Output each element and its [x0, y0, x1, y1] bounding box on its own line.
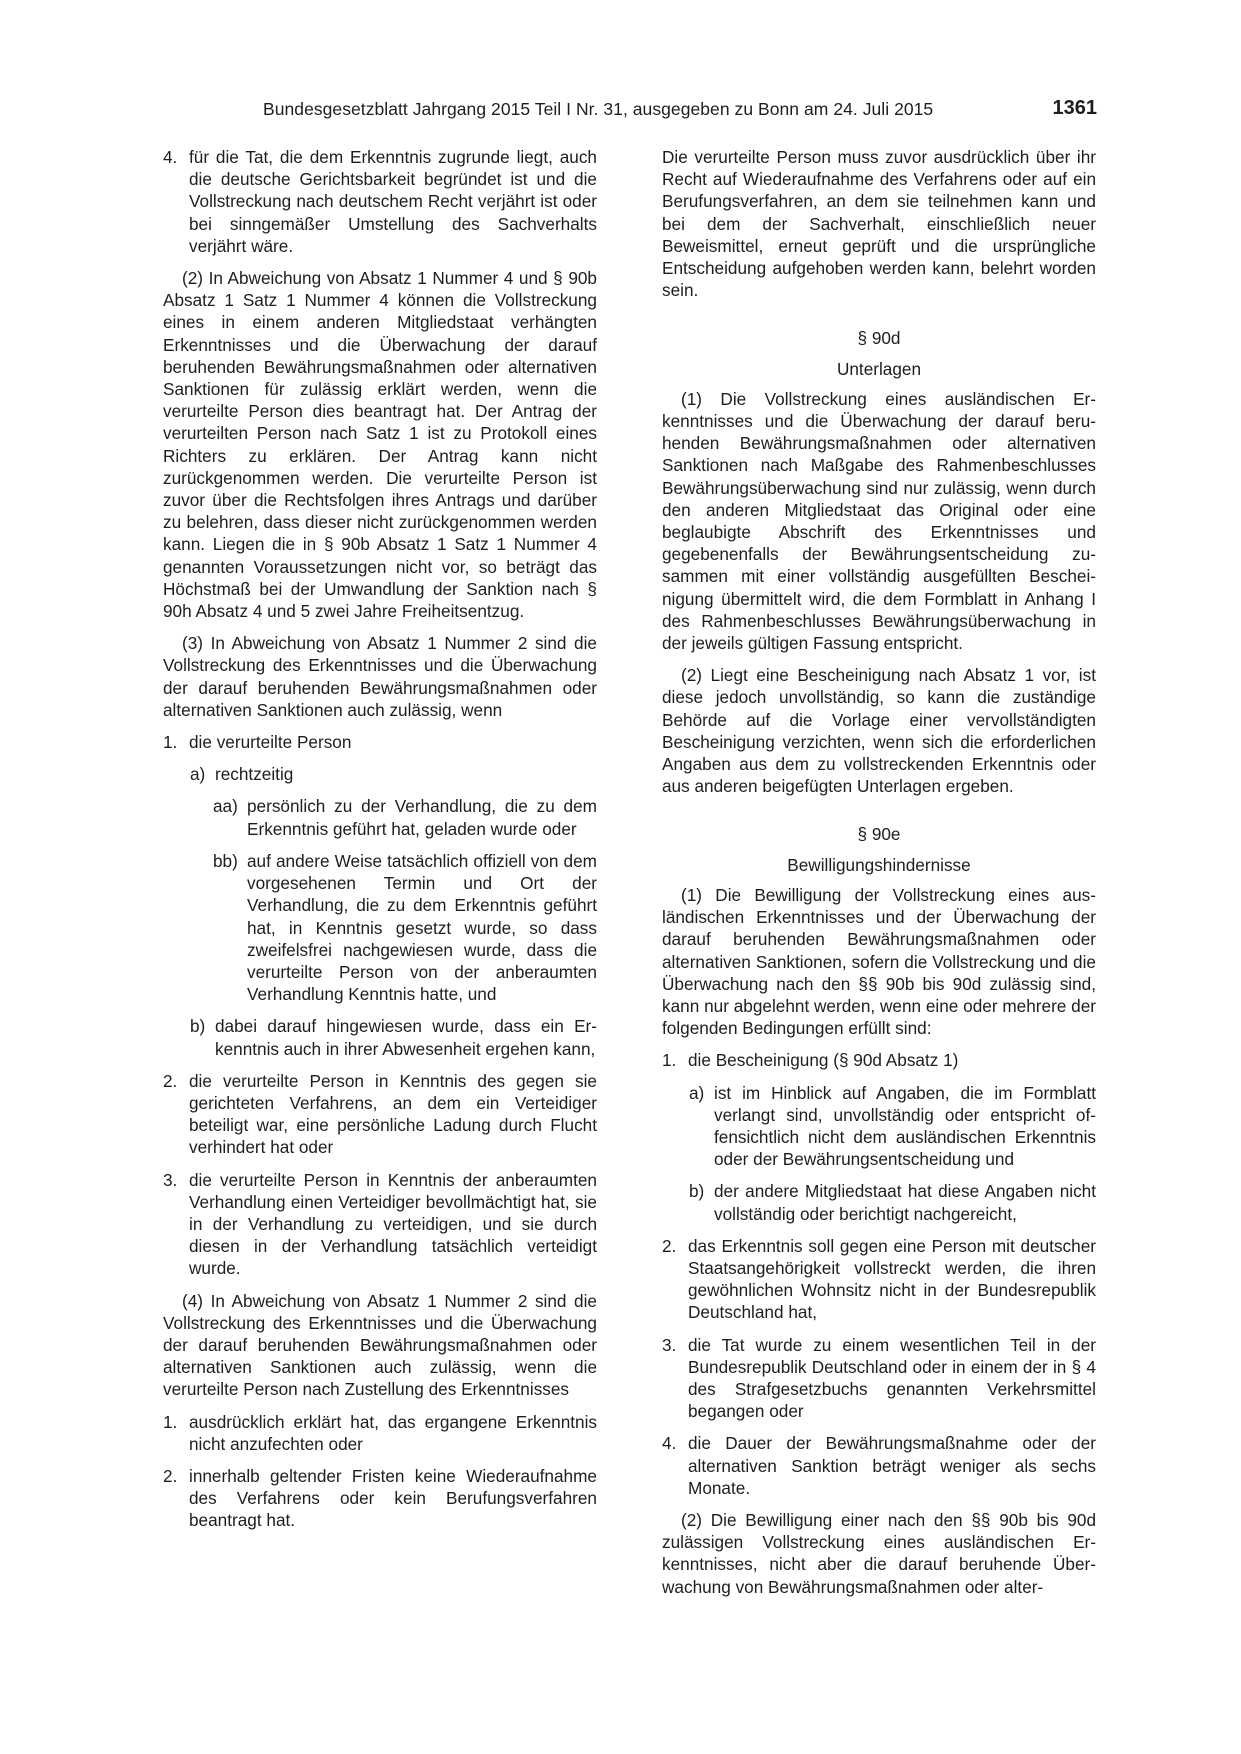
list-marker: b): [689, 1181, 705, 1202]
list-marker: a): [190, 764, 206, 785]
list-text: der andere Mitgliedstaat hat diese Angaben nicht vollständig oder berichtigt nachgereicht,: [714, 1181, 1096, 1224]
list-marker: 2.: [662, 1235, 677, 1256]
list-text: rechtzeitig: [215, 764, 294, 785]
list-item: [662, 1432, 1096, 1499]
continuation-paragraph: Die verurteilte Person muss zuvor ausdrücklich über ihr Recht auf Wiederaufnahme des Verfahrens oder auf ein Berufungsverfahren, an dem sie teilnehmen kann und bei dem der Sachverhalt, einschließlich neuer Beweismittel, erneut geprüft und die ursprüngliche Entscheidung aufgehoben werden kann, belehrt worden sein.: [662, 147, 1096, 301]
left-column: [163, 146, 597, 1542]
list-text: die verurteilte Person in Kenntnis des gegen sie gerichteten Verfahrens, an dem ein Verteidiger beteiligt war, eine persönliche Ladung durch Flucht verhindert hat oder: [189, 1070, 597, 1158]
section-90d-paragraph-1: (1) Die Vollstreckung eines ausländischen Erkenntnisses und die Überwachung der darauf beruhenden Bewährungsmaßnahmen oder alternativen Sanktionen nach Maßgabe des Rahmenbeschlusses Bewährungsüberwachung sind nur zulässig, wenn durch den anderen Mitgliedstaat das Original oder eine beglaubigte Abschrift des Erkenntnisses und gegebenenfalls der Bewährungsentscheidung zusammen mit einer vollständig ausgefüllten Bescheinigung übermittelt wird, die dem Formblatt in Anhang I des Rahmenbeschlusses Bewährungsüberwachung in der jeweils gültigen Fassung entspricht.: [662, 388, 1096, 654]
list-item: [190, 763, 597, 785]
list-marker: 3.: [662, 1334, 677, 1355]
list-marker: aa): [213, 796, 238, 817]
list-marker: 2.: [163, 1465, 178, 1486]
list-item: [689, 1082, 1096, 1171]
list-item: [163, 1070, 597, 1159]
list-marker: 4.: [163, 147, 178, 167]
page-number: 1361: [1052, 97, 1097, 119]
list-marker: 1.: [163, 1411, 178, 1432]
list-text: die Dauer der Bewährungsmaßnahme oder der alternativen Sanktion beträgt weniger als sechs Monate.: [688, 1433, 1096, 1498]
section-90d-paragraph-2: (2) Liegt eine Bescheinigung nach Absatz 1 vor, ist diese jedoch unvollständig, so kann die zuständige Behörde auf die Vorlage einer vervollständigten Bescheinigung verzichten, wenn sich die erforderlichen Angaben aus dem zu vollstreckenden Erkenntnis oder aus anderen beigefügten Unterlagen ergeben.: [662, 665, 1096, 797]
list-marker: 2.: [163, 1070, 178, 1091]
list-item: [213, 795, 597, 839]
page-header: [263, 99, 1097, 127]
section-90e-paragraph-1: (1) Die Bewilligung der Vollstreckung eines ausländischen Erkenntnisses und der Überwachung der darauf beruhenden Bewährungsmaßnahmen oder alternativen Sanktionen, sofern die Vollstreckung und die Überwachung nach den §§ 90b bis 90d zulässig sind, kann nur abgelehnt werden, wenn eine oder mehrere der folgenden Bedingungen erfüllt sind:: [662, 884, 1096, 1039]
list-text: persönlich zu der Verhandlung, die zu dem Erkenntnis geführt hat, geladen wurde oder: [247, 796, 597, 839]
list-text: die verurteilte Person: [189, 732, 352, 753]
list-item: [662, 1235, 1096, 1324]
list-item: [163, 1465, 597, 1532]
section-90e-heading: § 90e: [857, 824, 901, 845]
paragraph-4: (4) In Abweichung von Absatz 1 Nummer 2 sind die Vollstreckung des Erkenntnisses und die Überwachung der darauf beruhenden Bewährungsmaßnahmen oder alternativen Sanktionen auch zulässig, wenn die verurteilte Person nach Zustellung des Erkenntnisses: [163, 1290, 597, 1400]
list-marker: 1.: [662, 1050, 677, 1071]
list-text: ausdrücklich erklärt hat, das ergangene Erkenntnis nicht anzufechten oder: [189, 1411, 597, 1454]
list-item: [190, 1015, 597, 1059]
list-marker: bb): [213, 850, 238, 871]
section-90e-paragraph-2: (2) Die Bewilligung einer nach den §§ 90b bis 90d zulässigen Vollstreckung eines ausländischen Erkenntnisses, nicht aber die darauf beruhende Überwachung von Bewährungsmaßnahmen oder alter-: [662, 1509, 1096, 1597]
list-text: die Bescheinigung (§ 90d Absatz 1): [688, 1050, 959, 1071]
list-item: [662, 1334, 1096, 1423]
list-text: ist im Hinblick auf Angaben, die im Formblatt verlangt sind, unvollständig oder entspricht offensichtlich nicht dem ausländischen Erkenntnis oder der Bewährungsentscheidung und: [714, 1082, 1096, 1170]
list-marker: 4.: [662, 1433, 677, 1454]
paragraph-3: (3) In Abweichung von Absatz 1 Nummer 2 sind die Vollstreckung des Erkenntnisses und die Überwachung der darauf beruhenden Bewährungsmaßnahmen oder alternativen Sanktionen auch zulässig, wenn: [163, 633, 597, 720]
section-90e-title: Bewilligungshindernisse: [787, 854, 971, 875]
list-item: [163, 731, 597, 753]
list-item: [163, 1411, 597, 1455]
list-item: [689, 1180, 1096, 1224]
right-column: [662, 146, 1096, 1608]
list-text: für die Tat, die dem Erkenntnis zugrunde liegt, auch die deutsche Gerichtsbarkeit begründet ist und die Vollstreckung nach deutschem Recht verjährt ist oder bei sinngemäßer Umstellung des Sachverhalts verjährt wäre.: [189, 147, 597, 256]
paragraph-2: (2) In Abweichung von Absatz 1 Nummer 4 und § 90b Absatz 1 Satz 1 Nummer 4 können die Vollstreckung eines in einem anderen Mitgliedstaat verhängten Erkenntnisses und die Überwachung der darauf beruhenden Bewährungsmaßnahmen oder alternativen Sanktionen für zulässig erklärt werden, wenn die verurteilte Person dies beantragt hat. Der Antrag der verurteilten Person nach Satz 1 ist zu Protokoll eines Richters zu erklären. Der Antrag kann nicht zurückgenommen werden. Die verurteilte Person ist zuvor über die Rechtsfolgen ihres Antrags und darüber zu belehren, dass dieser nicht zurückgenommen werden kann. Liegen die in § 90b Absatz 1 Satz 1 Nummer 4 genannten Voraussetzungen nicht vor, so beträgt das Höchstmaß bei der Umwandlung der Sanktion nach § 90h Absatz 4 und 5 zwei Jahre Freiheitsentzug.: [163, 268, 597, 622]
list-marker: 1.: [163, 732, 178, 753]
list-text: das Erkenntnis soll gegen eine Person mit deutscher Staatsangehörigkeit vollstreckt werden, die ihren gewöhnlichen Wohnsitz nicht in der Bundesrepublik Deutschland hat,: [688, 1235, 1096, 1323]
list-item: [163, 146, 597, 257]
list-item: [662, 1049, 1096, 1071]
list-marker: b): [190, 1016, 206, 1037]
header-title: Bundesgesetzblatt Jahrgang 2015 Teil I Nr. 31, ausgegeben zu Bonn am 24. Juli 2015: [263, 99, 934, 119]
list-text: auf andere Weise tatsächlich offiziell von dem vorgesehenen Termin und Ort der Verhandlung, die zu dem Erkenntnis geführt hat, in Kenntnis gesetzt wurde, so dass zweifelsfrei nachgewiesen wurde, dass die verurteilte Person von der anberaumten Verhandlung Kenntnis hatte, und: [247, 850, 597, 1005]
list-text: innerhalb geltender Fristen keine Wiederaufnahme des Verfahrens oder kein Berufungsverfahren beantragt hat.: [189, 1465, 597, 1531]
section-90d-heading: § 90d: [857, 328, 901, 349]
list-text: die Tat wurde zu einem wesentlichen Teil in der Bundesrepublik Deutschland oder in einem der in § 4 des Strafgesetzbuchs genannten Verkehrsmittel begangen oder: [688, 1334, 1096, 1422]
list-item: [163, 1169, 597, 1280]
list-text: die verurteilte Person in Kenntnis der anberaumten Verhandlung einen Verteidiger bevollmächtigt hat, sie in der Verhandlung zu verteidigen, und sie durch diesen in der Verhandlung tatsächlich verteidigt wurde.: [189, 1169, 597, 1279]
list-marker: 3.: [163, 1169, 178, 1190]
section-90d-title: Unterlagen: [836, 358, 922, 379]
list-item: [213, 850, 597, 1005]
list-text: dabei darauf hingewiesen wurde, dass ein Erkenntnis auch in ihrer Abwesenheit ergehen kann,: [215, 1016, 597, 1059]
list-marker: a): [689, 1082, 705, 1103]
